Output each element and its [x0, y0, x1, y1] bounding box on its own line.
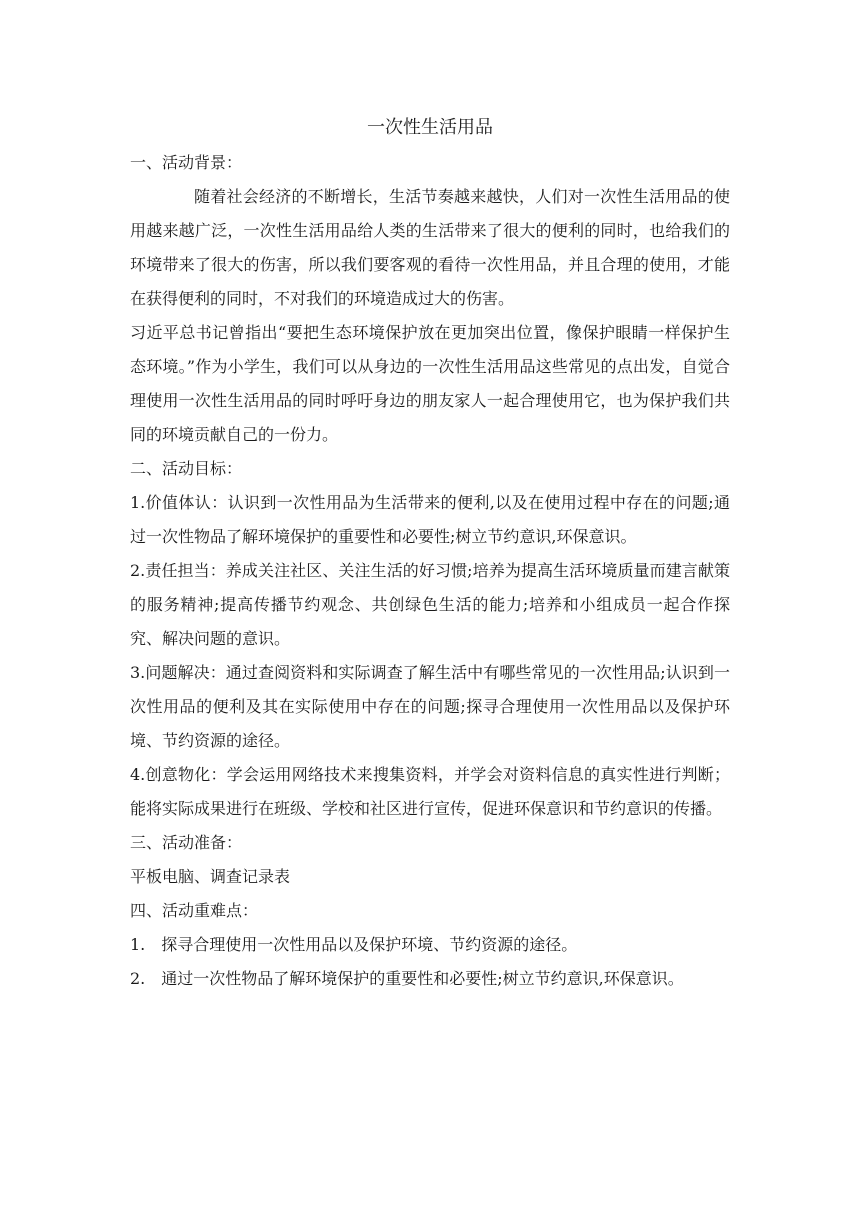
goal-item-value: 1.价值体认：认识到一次性用品为生活带来的便利,以及在使用过程中存在的问题;通过一次性物品了解环境保护的重要性和必要性;树立节约意识,环保意识。 [130, 493, 730, 546]
goal-item-creativity: 4.创意物化：学会运用网络技术来搜集资料，并学会对资料信息的真实性进行判断；能将实际成果进行在班级、学校和社区进行宣传，促进环保意识和节约意识的传播。 [130, 765, 730, 818]
goal-item-responsibility: 2.责任担当：养成关注社区、关注生活的好习惯;培养为提高生活环境质量而建言献策的服务精神;提高传播节约观念、共创绿色生活的能力;培养和小组成员一起合作探究、解决问题的意识。 [130, 561, 730, 648]
background-paragraph-1: 随着社会经济的不断增长，生活节奏越来越快，人们对一次性生活用品的使用越来越广泛，一次性生活用品给人类的生活带来了很大的便利的同时，也给我们的环境带来了很大的伤害，所以我们要客观的看待一次性用品，并且合理的使用，才能在获得便利的同时，不对我们的环境造成过大的伤害。 [130, 187, 730, 308]
document-title: 一次性生活用品 [367, 117, 493, 138]
preparation-text: 平板电脑、调查记录表 [130, 867, 291, 886]
key-point-item-1: 1. 探寻合理使用一次性用品以及保护环境、节约资源的途径。 [130, 935, 578, 954]
goal-item-problem-solving: 3.问题解决：通过查阅资料和实际调查了解生活中有哪些常见的一次性用品;认识到一次性用品的便利及其在实际使用中存在的问题;探寻合理使用一次性用品以及保护环境、节约资源的途径。 [130, 663, 730, 750]
section-heading-background: 一、活动背景： [130, 153, 243, 172]
section-heading-key-points: 四、活动重难点： [130, 901, 259, 920]
section-heading-goals: 二、活动目标： [130, 459, 243, 478]
document-page [130, 110, 730, 996]
section-heading-preparation: 三、活动准备： [130, 833, 243, 852]
key-point-item-2: 2. 通过一次性物品了解环境保护的重要性和必要性;树立节约意识,环保意识。 [130, 969, 684, 988]
background-paragraph-2: 习近平总书记曾指出“要把生态环境保护放在更加突出位置，像保护眼睛一样保护生态环境。”作为小学生，我们可以从身边的一次性生活用品这些常见的点出发，自觉合理使用一次性生活用品的同时呼吁身边的朋友家人一起合理使用它，也为保护我们共同的环境贡献自己的一份力。 [130, 323, 730, 444]
